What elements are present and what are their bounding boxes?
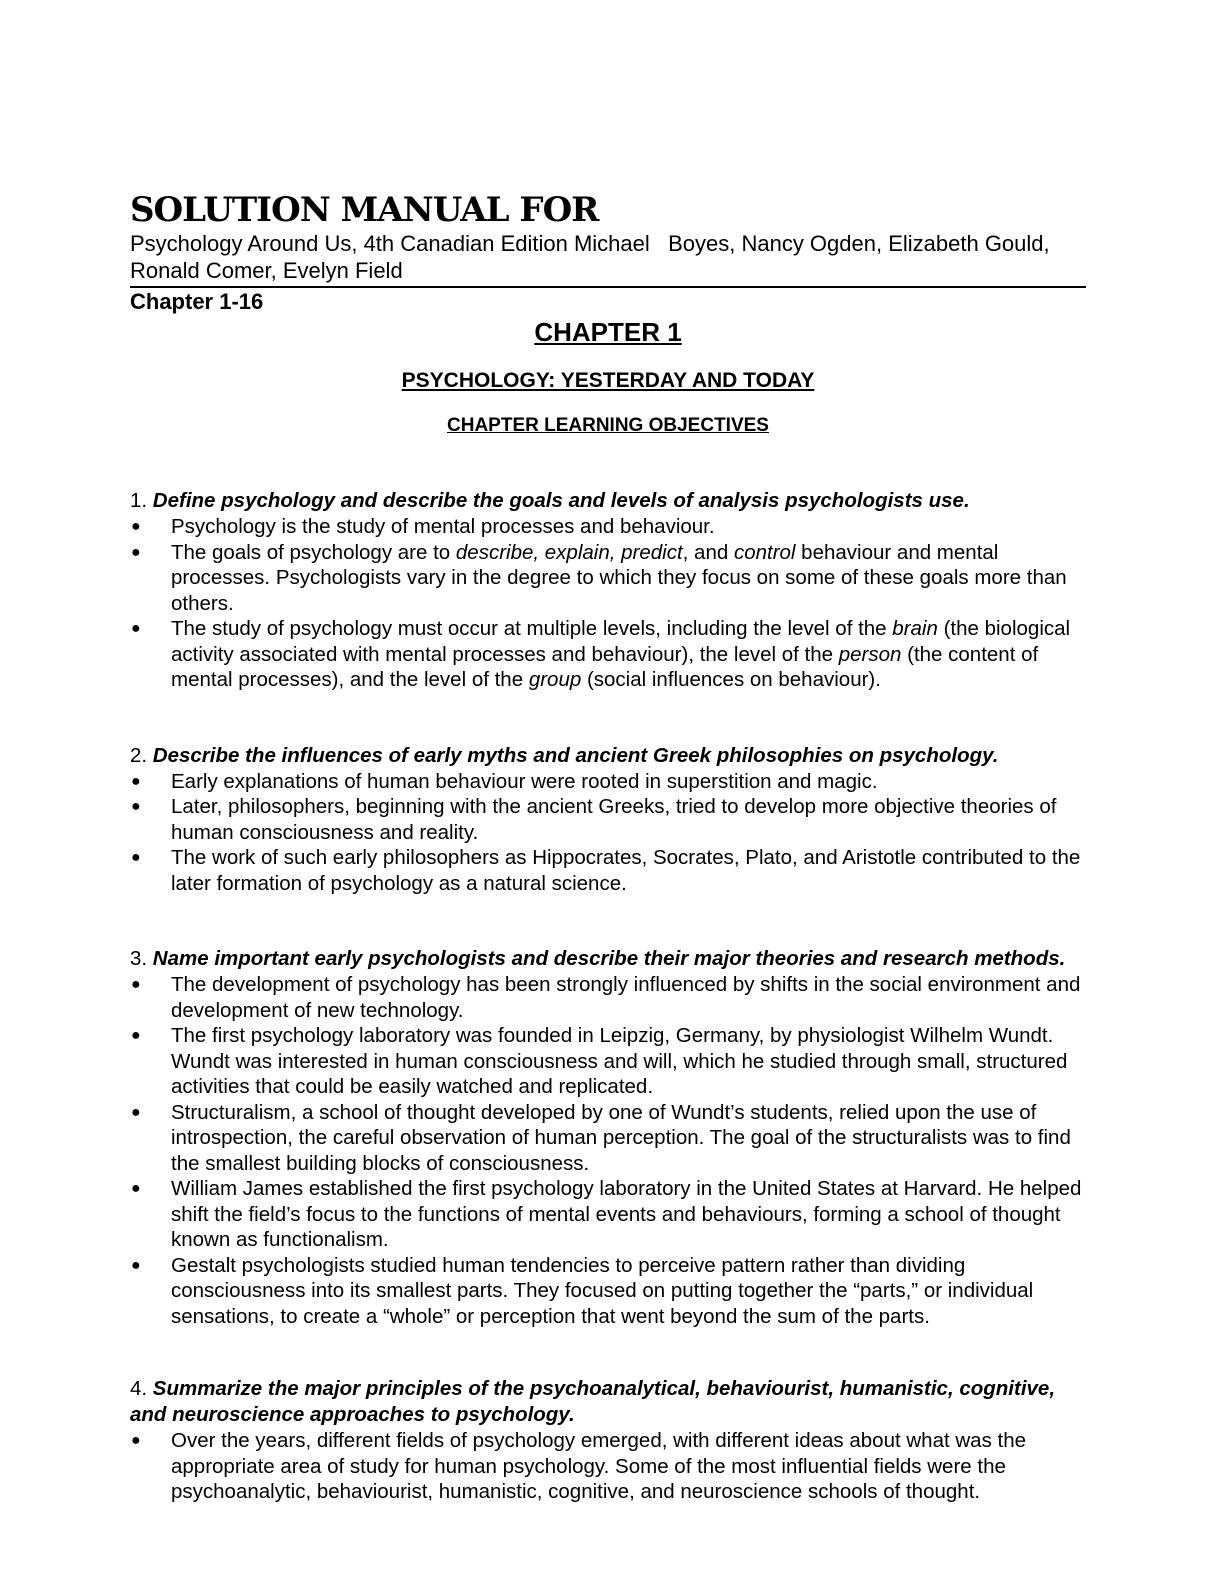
bullet-item — [130, 540, 1086, 617]
objective-number: 2. — [130, 743, 153, 767]
bullet-item — [130, 845, 1086, 896]
chapter-subtitle: PSYCHOLOGY: YESTERDAY AND TODAY — [401, 369, 815, 392]
bullet-text: (the content of mental processes), and the level of the — [171, 642, 1039, 691]
bullet-icon: ● — [131, 518, 141, 535]
bullet-list — [130, 514, 1086, 693]
book-info: Psychology Around Us, 4th Canadian Edition Michael Boyes, Nancy Ogden, Elizabeth Gould, Ronald Comer, Evelyn Field — [130, 230, 1086, 288]
bullet-icon: ● — [131, 1103, 141, 1121]
bullet-text: (the biological activity associated with mental processes and behaviour), the level of the — [171, 617, 1071, 666]
bullet-item — [130, 1023, 1086, 1100]
objective-section — [130, 1376, 1086, 1505]
bullet-icon: ● — [131, 1027, 141, 1044]
chapter-range: Chapter 1-16 — [130, 289, 264, 314]
bullet-list — [130, 972, 1086, 1329]
bullet-icon: ● — [131, 1432, 141, 1449]
bullet-item — [130, 1428, 1086, 1505]
bullet-text: The development of psychology has been strongly influenced by shifts in the social environment and development of new technology. — [171, 973, 1081, 1022]
bullet-text: (social influences on behaviour). — [581, 668, 881, 691]
bullet-text: William James established the first psychology laboratory in the United States at Harvard. He helped shift the field’s focus to the functions of mental events and behaviours, forming a school of thought known as functionalism. — [171, 1177, 1082, 1251]
bullet-text: The goals of psychology are to — [171, 540, 456, 564]
objectives-list — [130, 488, 1086, 1505]
bullet-text: Over the years, different fields of psychology emerged, with different ideas about what was the appropriate area of study for human psychology. Some of the most influential fields were the psychoanalytic, behaviourist, humanistic, cognitive, and neuroscience schools of thought. — [171, 1429, 1027, 1503]
document-page — [130, 190, 1086, 1505]
objective-title — [130, 488, 1086, 514]
bullet-text: Gestalt psychologists studied human tendencies to perceive pattern rather than dividing consciousness into its smallest parts. They focused on putting together the “parts,” or individual sensations, to create a “whole” or perception that went beyond the sum of the parts. — [171, 1253, 1034, 1328]
bullet-item — [130, 514, 1086, 540]
chapter-heading: CHAPTER 1 — [534, 317, 682, 347]
bullet-icon: ● — [131, 1180, 141, 1197]
bullet-text: Structuralism, a school of thought developed by one of Wundt’s students, relied upon the use of introspection, the careful observation of human perception. The goal of the structuralists was to find the smallest building blocks of consciousness. — [171, 1100, 1071, 1175]
objective-number: 3. — [130, 947, 153, 970]
bullet-item — [130, 616, 1086, 693]
bullet-list — [130, 769, 1086, 897]
emphasized-text: group — [528, 668, 582, 691]
objective-title — [130, 1376, 1086, 1428]
objective-section — [130, 946, 1086, 1329]
emphasized-text: person — [838, 642, 902, 666]
bullet-item — [130, 1100, 1086, 1177]
objective-title-text: Define psychology and describe the goals and levels of analysis psychologists use. — [152, 489, 970, 512]
objective-number: 1. — [130, 489, 153, 512]
bullet-item — [130, 1253, 1086, 1330]
bullet-icon: ● — [131, 772, 141, 790]
bullet-text: , and — [682, 540, 734, 564]
bullet-icon: ● — [131, 620, 141, 637]
bullet-text: Later, philosophers, beginning with the ancient Greeks, tried to develop more objective theories of human consciousness and reality. — [171, 795, 1057, 844]
bullet-list — [130, 1428, 1086, 1505]
bullet-text: Psychology is the study of mental processes and behaviour. — [171, 515, 715, 538]
bullet-text: The first psychology laboratory was founded in Leipzig, Germany, by physiologist Wilhelm Wundt. Wundt was interested in human consciousness and will, which he studied through small, structured activities that could be easily watched and replicated. — [171, 1024, 1068, 1098]
bullet-icon: ● — [131, 798, 141, 815]
objective-title-text: Summarize the major principles of the psychoanalytical, behaviourist, humanistic, cognitive, and neuroscience approaches to psychology. — [130, 1377, 1056, 1426]
objective-section — [130, 488, 1086, 693]
bullet-icon: ● — [131, 976, 141, 993]
objective-title-text: Describe the influences of early myths and ancient Greek philosophies on psychology. — [152, 743, 999, 767]
bullet-icon: ● — [131, 1256, 141, 1274]
objective-title-text: Name important early psychologists and describe their major theories and research methods. — [152, 947, 1066, 970]
objective-section — [130, 743, 1086, 897]
bullet-text: The work of such early philosophers as Hippocrates, Socrates, Plato, and Aristotle contributed to the later formation of psychology as a natural science. — [171, 846, 1081, 895]
bullet-item — [130, 794, 1086, 845]
emphasized-text: describe, explain, predict — [455, 540, 683, 564]
objective-title — [130, 743, 1086, 769]
bullet-text: behaviour and mental processes. Psychologists vary in the degree to which they focus on some of these goals more than others. — [171, 540, 1067, 615]
emphasized-text: control — [733, 540, 796, 564]
document-title: SOLUTION MANUAL FOR — [130, 190, 599, 230]
bullet-icon: ● — [131, 543, 141, 561]
bullet-text: Early explanations of human behaviour were rooted in superstition and magic. — [171, 769, 878, 793]
bullet-item — [130, 1176, 1086, 1253]
objective-number: 4. — [130, 1377, 153, 1400]
objective-title — [130, 946, 1086, 972]
emphasized-text: brain — [892, 617, 938, 640]
objectives-heading: CHAPTER LEARNING OBJECTIVES — [447, 415, 769, 436]
bullet-icon: ● — [131, 849, 141, 866]
bullet-item — [130, 972, 1086, 1023]
bullet-text: The study of psychology must occur at multiple levels, including the level of the — [171, 617, 893, 640]
bullet-item — [130, 769, 1086, 795]
